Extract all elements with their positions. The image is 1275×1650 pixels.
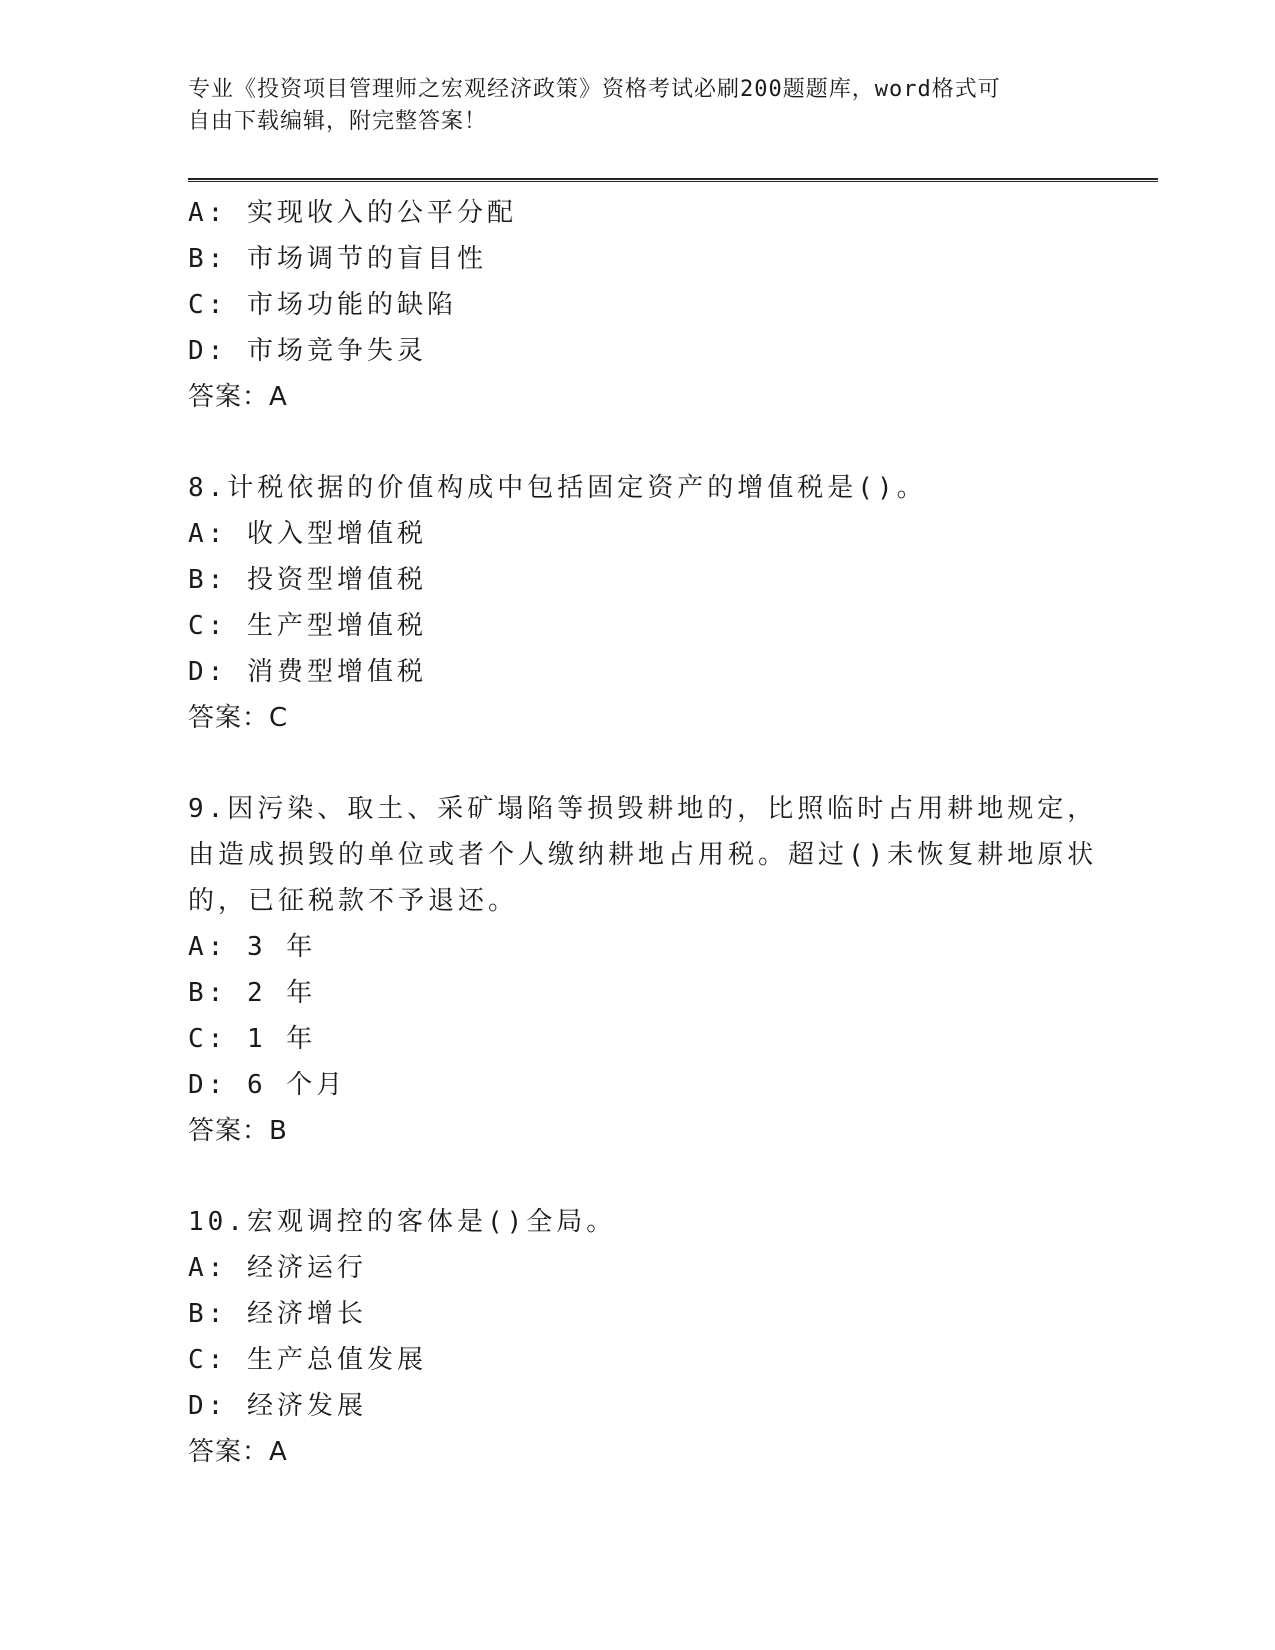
question-block xyxy=(188,190,1088,420)
option-a: A: 3 年 xyxy=(188,932,317,962)
option-a: A: 经济运行 xyxy=(188,1253,367,1283)
answer-line: 答案：A xyxy=(188,1437,288,1467)
answer-line: 答案：C xyxy=(188,703,289,733)
answer-line: 答案：B xyxy=(188,1116,288,1146)
option-c: C: 生产总值发展 xyxy=(188,1345,427,1375)
option-d: D: 6 个月 xyxy=(188,1070,347,1100)
option-c: C: 市场功能的缺陷 xyxy=(188,290,457,320)
question-list xyxy=(188,190,1098,1520)
option-b: B: 市场调节的盲目性 xyxy=(188,244,487,274)
header-divider xyxy=(188,178,1158,182)
question-block xyxy=(188,465,1088,741)
document-header xyxy=(188,74,1068,138)
option-c: C: 生产型增值税 xyxy=(188,611,427,641)
option-a: A: 实现收入的公平分配 xyxy=(188,198,517,228)
option-d: D: 消费型增值税 xyxy=(188,657,427,687)
option-b: B: 2 年 xyxy=(188,978,317,1008)
answer-line: 答案：A xyxy=(188,382,288,412)
question-stem: 的，已征税款不予退还。 xyxy=(188,886,519,916)
header-line-1: 专业《投资项目管理师之宏观经济政策》资格考试必刷200题题库，word格式可 xyxy=(188,77,1001,102)
question-stem: 8.计税依据的价值构成中包括固定资产的增值税是()。 xyxy=(188,473,927,503)
header-line-2: 自由下载编辑，附完整答案！ xyxy=(188,109,488,134)
question-block xyxy=(188,786,1098,1154)
option-b: B: 投资型增值税 xyxy=(188,565,427,595)
question-block xyxy=(188,1199,1088,1475)
option-d: D: 经济发展 xyxy=(188,1391,367,1421)
question-stem: 9.因污染、取土、采矿塌陷等损毁耕地的，比照临时占用耕地规定， xyxy=(188,794,1098,824)
option-c: C: 1 年 xyxy=(188,1024,317,1054)
question-stem: 10.宏观调控的客体是()全局。 xyxy=(188,1207,617,1237)
option-a: A: 收入型增值税 xyxy=(188,519,427,549)
question-stem: 由造成损毁的单位或者个人缴纳耕地占用税。超过()未恢复耕地原状 xyxy=(188,840,1098,870)
option-b: B: 经济增长 xyxy=(188,1299,367,1329)
option-d: D: 市场竞争失灵 xyxy=(188,336,427,366)
